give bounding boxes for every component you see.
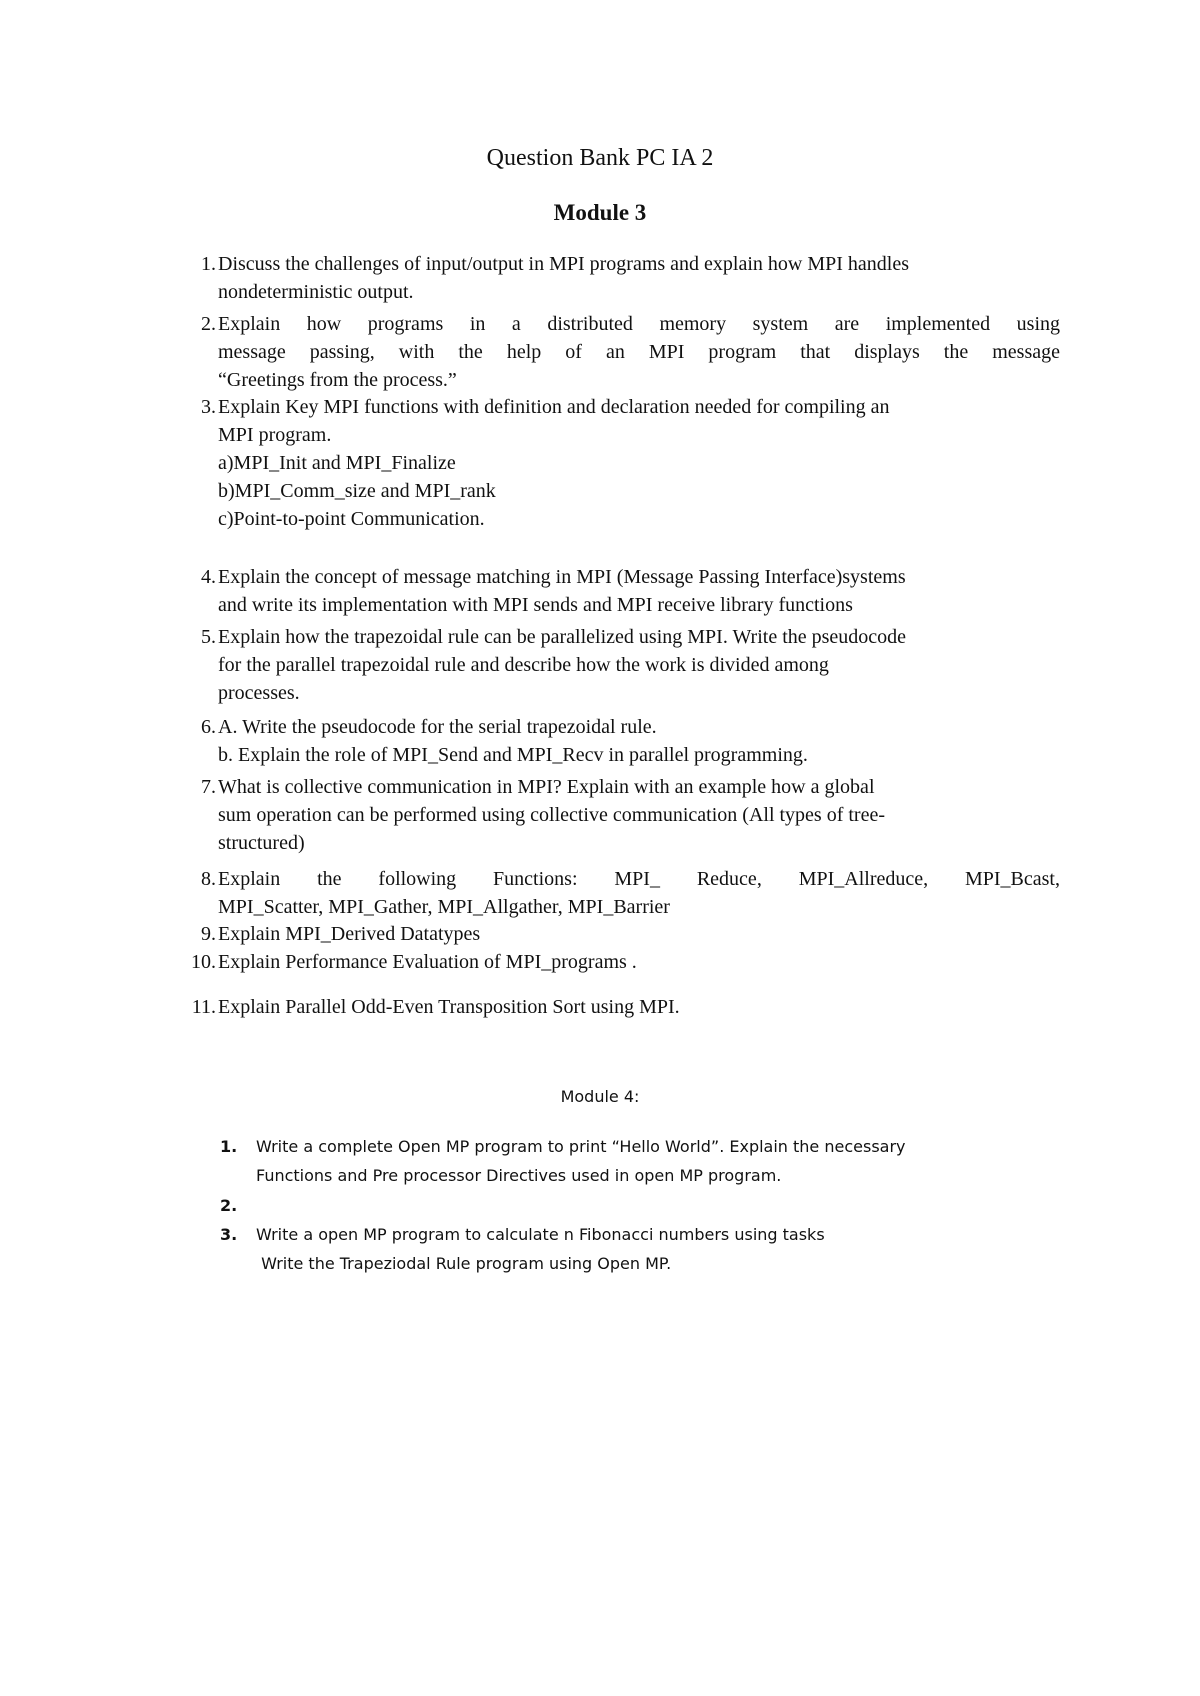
question-text [218, 773, 1060, 857]
question-number: 6. [201, 716, 216, 738]
question-line: structured) [218, 832, 305, 854]
question-line: Explain the concept of message matching in MPI (Message Passing Interface)systems [218, 566, 906, 588]
module3-heading: Module 3 [553, 200, 647, 225]
question-line: Write the Trapeziodal Rule program using Open MP. [256, 1254, 672, 1273]
question-line: “Greetings from the process.” [218, 369, 457, 391]
sub-item [218, 477, 1060, 505]
question-number: 8. [201, 868, 216, 890]
question-number: 10. [191, 951, 216, 973]
question-line: processes. [218, 682, 300, 704]
question-text [218, 713, 1060, 769]
question-number: 3. [201, 396, 216, 418]
question-number: 11. [191, 996, 216, 1018]
question-text [218, 310, 1060, 394]
question-line: message passing, with the help of an MPI program that displays the message [218, 341, 1060, 363]
question-line: A. Write the pseudocode for the serial trapezoidal rule. [218, 716, 657, 738]
question-number: 7. [201, 776, 216, 798]
question-text [218, 393, 1060, 533]
question-text [256, 1191, 1016, 1336]
sub-item-label: b) [218, 480, 235, 502]
question-line: for the parallel trapezoidal rule and describe how the work is divided among [218, 654, 829, 676]
question-line: Explain Parallel Odd-Even Transposition Sort using MPI. [218, 996, 680, 1018]
sub-item [218, 505, 1060, 533]
question-text [218, 948, 1060, 976]
question-line: and write its implementation with MPI sends and MPI receive library functions [218, 594, 853, 616]
question-number: 5. [201, 626, 216, 648]
question-text [218, 563, 1060, 619]
question-number: 3. [220, 1225, 238, 1244]
sub-item [218, 449, 1060, 477]
sub-item-label: a) [218, 452, 234, 474]
question-text [256, 1220, 1016, 1249]
sub-item-label: c) [218, 508, 234, 530]
question-number: 2. [201, 313, 216, 335]
question-text [218, 993, 1060, 1021]
question-line: Discuss the challenges of input/output in MPI programs and explain how MPI handles [218, 253, 910, 275]
question-line: Write a open MP program to calculate n Fibonacci numbers using tasks [256, 1225, 825, 1244]
question-number: 9. [201, 923, 216, 945]
question-number: 2. [220, 1196, 238, 1215]
question-text [256, 1132, 1016, 1190]
question-line: What is collective communication in MPI? Explain with an example how a global [218, 776, 875, 798]
question-text [218, 865, 1060, 921]
question-text [218, 920, 1060, 948]
question-line: Explain Key MPI functions with definition and declaration needed for compiling an [218, 396, 890, 418]
question-line: nondeterministic output. [218, 281, 414, 303]
sub-item-text: MPI_Comm_size and MPI_rank [234, 480, 496, 502]
sub-item-text: Point-to-point Communication. [233, 508, 485, 530]
question-line: Explain how the trapezoidal rule can be parallelized using MPI. Write the pseudocode [218, 626, 907, 648]
sub-item-text: MPI_Init and MPI_Finalize [233, 452, 456, 474]
question-line: Explain MPI_Derived Datatypes [218, 923, 481, 945]
question-number: 1. [220, 1137, 238, 1156]
module4-heading: Module 4: [560, 1087, 640, 1106]
document-title: Question Bank PC IA 2 [486, 145, 714, 171]
question-line: Explain how programs in a distributed memory system are implemented using [218, 313, 1060, 335]
question-line: MPI program. [218, 424, 332, 446]
question-number: 4. [201, 566, 216, 588]
question-line: Explain Performance Evaluation of MPI_programs . [218, 951, 637, 973]
question-text [218, 623, 1060, 707]
question-line: Functions and Pre processor Directives used in open MP program. [256, 1166, 782, 1185]
question-line: sum operation can be performed using collective communication (All types of tree- [218, 804, 886, 826]
question-line: b. Explain the role of MPI_Send and MPI_Recv in parallel programming. [218, 744, 808, 766]
question-number: 1. [201, 253, 216, 275]
question-line: Write a complete Open MP program to print “Hello World”. Explain the necessary [256, 1137, 906, 1156]
question-line: MPI_Scatter, MPI_Gather, MPI_Allgather, MPI_Barrier [218, 896, 670, 918]
question-text [218, 250, 1060, 306]
question-line: Explain the following Functions: MPI_ Reduce, MPI_Allreduce, MPI_Bcast, [218, 868, 1060, 890]
